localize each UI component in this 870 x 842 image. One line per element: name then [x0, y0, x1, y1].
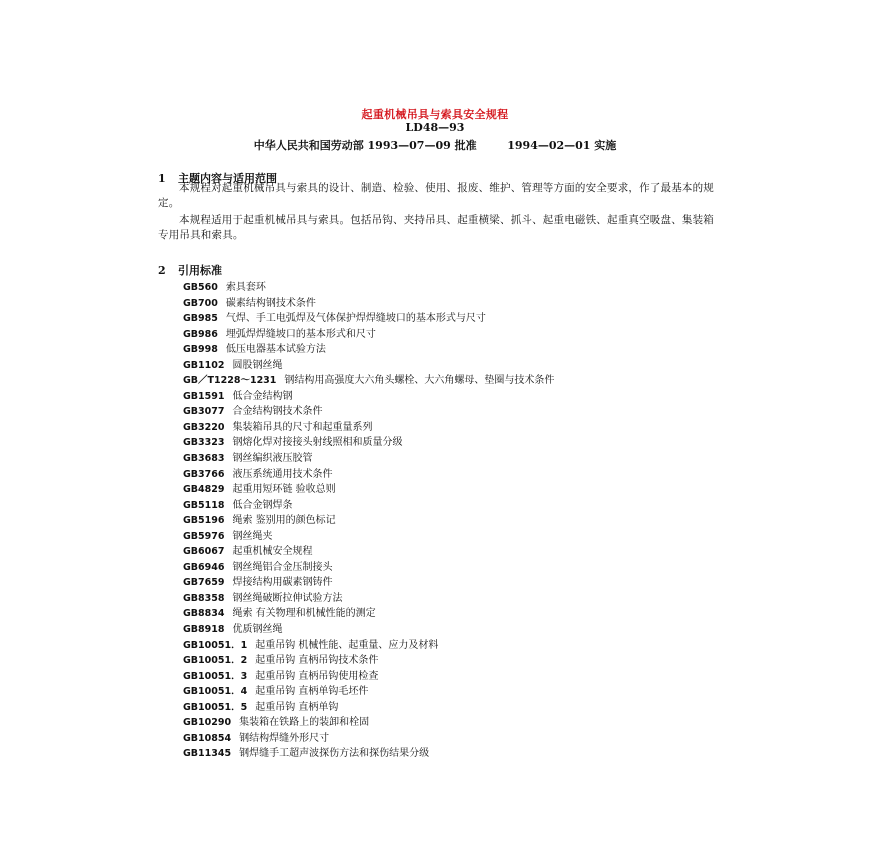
standard-title: 钢丝编织液压胶管 [232, 453, 313, 465]
standard-title: 钢焊缝手工超声波探伤方法和探伤结果分级 [239, 748, 430, 760]
standard-title: 钢丝绳破断拉伸试验方法 [232, 592, 343, 604]
standard-item [183, 420, 554, 436]
standard-code: GB5976 [183, 530, 225, 542]
section-title: 主题内容与适用范围 [178, 172, 277, 185]
section-1-paragraph-1: 本规程对起重机械吊具与索具的设计、制造、检验、使用、报废、维护、管理等方面的安全要求，作了最基本的规定。 [158, 182, 714, 209]
standard-code: GB1591 [183, 390, 225, 402]
standard-code: GB7659 [183, 577, 225, 589]
standard-code: GB10854 [183, 732, 232, 744]
standard-item [183, 606, 554, 622]
standard-code: GB10051．4 [183, 686, 248, 698]
standard-item [183, 575, 554, 591]
standard-item [183, 731, 554, 747]
standard-title: 焊接结构用碳素钢铸件 [232, 577, 333, 589]
standard-code: GB1102 [183, 359, 225, 371]
section-2-heading [158, 262, 222, 278]
standard-item [183, 746, 554, 762]
standard-code: GB3683 [183, 453, 225, 465]
standard-item [183, 544, 554, 560]
standard-code: GB8358 [183, 592, 225, 604]
standard-title: 起重吊钩 直柄单钩 [255, 701, 339, 713]
section-number: 1 [158, 172, 166, 185]
standard-code: GB985 [183, 313, 218, 325]
standard-code: GB998 [183, 344, 218, 356]
standard-title: 集装箱吊具的尺寸和起重量系列 [232, 421, 373, 433]
standard-item [183, 684, 554, 700]
standard-item [183, 358, 554, 374]
standard-item [183, 653, 554, 669]
standard-title: 起重用短环链 验收总则 [232, 484, 336, 496]
standard-title: 低合金钢焊条 [232, 499, 293, 511]
standard-title: 绳索 鉴别用的颜色标记 [232, 515, 336, 527]
standard-code: GB5196 [183, 515, 225, 527]
referenced-standards-list [183, 280, 554, 762]
standard-code: GB3220 [183, 421, 225, 433]
standard-title: 起重吊钩 直柄单钩毛坯件 [255, 686, 369, 698]
standard-code: GB8834 [183, 608, 225, 620]
standard-title: 优质钢丝绳 [232, 624, 283, 636]
standard-code: GB560 [183, 282, 218, 293]
standard-code: GB8918 [183, 624, 225, 636]
standard-item [183, 467, 554, 483]
standard-title: 合金结构钢技术条件 [232, 406, 323, 418]
standard-item [183, 389, 554, 405]
standard-title: 圆股钢丝绳 [232, 359, 283, 371]
standard-item [183, 404, 554, 420]
standard-title: 钢结构用高强度大六角头螺栓、大六角螺母、垫圈与技术条件 [284, 375, 555, 387]
standard-code: GB11345 [183, 748, 232, 760]
standard-title: 索具套环 [225, 282, 266, 293]
standard-code: GB10051．1 [183, 639, 248, 651]
standard-title: 埋弧焊焊缝坡口的基本形式和尺寸 [225, 328, 376, 340]
standard-title: 液压系统通用技术条件 [232, 468, 333, 480]
standard-title: 气焊、手工电弧焊及气体保护焊焊缝坡口的基本形式与尺寸 [225, 313, 486, 325]
standard-item [183, 296, 554, 312]
standard-title: 低压电器基本试验方法 [225, 344, 326, 356]
standard-code: GB986 [183, 328, 218, 340]
standard-item [183, 342, 554, 358]
standard-item [183, 327, 554, 343]
standard-item [183, 482, 554, 498]
standard-code: GB10051．5 [183, 701, 248, 713]
standard-item [183, 560, 554, 576]
standard-item [183, 622, 554, 638]
standard-title: 碳素结构钢技术条件 [225, 297, 316, 309]
standard-title: 钢丝绳夹 [232, 530, 273, 542]
standard-code: GB10051．2 [183, 655, 248, 667]
standard-title: 钢结构焊缝外形尺寸 [239, 732, 330, 744]
standard-item [183, 669, 554, 685]
standard-code: GB10290 [183, 717, 232, 729]
standard-title: 起重吊钩 机械性能、起重量、应力及材料 [255, 639, 439, 651]
standard-code: GB3323 [183, 437, 225, 449]
standard-title: 集装箱在铁路上的装卸和栓固 [239, 717, 370, 729]
standard-code: GB3766 [183, 468, 225, 480]
standard-title: 起重吊钩 直柄吊钩技术条件 [255, 655, 379, 667]
standard-title: 绳索 有关物理和机械性能的测定 [232, 608, 376, 620]
section-1-paragraph-2: 本规程适用于起重机械吊具与索具。包括吊钩、夹持吊具、起重横梁、抓斗、起重电磁铁、起重真空吸盘、集装箱专用吊具和索具。 [158, 214, 714, 241]
document-code: LD48—93 [405, 121, 465, 134]
standard-item [183, 435, 554, 451]
standard-item [183, 591, 554, 607]
section-number: 2 [158, 264, 166, 277]
standard-item [183, 498, 554, 514]
standard-title: 起重机械安全规程 [232, 546, 313, 558]
standard-item [183, 373, 554, 389]
standard-code: GB3077 [183, 406, 225, 418]
approval-line: 中华人民共和国劳动部 1993—07—09 批准 1994—02—01 实施 [253, 139, 617, 152]
standard-code: GB6946 [183, 561, 225, 573]
standard-code: GB10051．3 [183, 670, 248, 682]
standard-item [183, 451, 554, 467]
standard-title: 起重吊钩 直柄吊钩使用检查 [255, 670, 379, 682]
standard-title: 钢丝绳铝合金压制接头 [232, 561, 333, 573]
standard-code: GB4829 [183, 484, 225, 496]
standard-code: GB6067 [183, 546, 225, 558]
standard-item [183, 513, 554, 529]
section-title: 引用标准 [178, 264, 222, 277]
standard-item [183, 529, 554, 545]
standard-code: GB700 [183, 297, 218, 309]
standard-title: 钢熔化焊对接接头射线照相和质量分级 [232, 437, 403, 449]
standard-item [183, 638, 554, 654]
standard-title: 低合金结构钢 [232, 390, 293, 402]
standard-code: GB5118 [183, 499, 225, 511]
standard-item [183, 280, 554, 296]
standard-code: GB／T1228～1231 [183, 375, 277, 387]
document-title: 起重机械吊具与索具安全规程 [361, 108, 509, 121]
standard-item [183, 700, 554, 716]
standard-item [183, 715, 554, 731]
standard-item [183, 311, 554, 327]
